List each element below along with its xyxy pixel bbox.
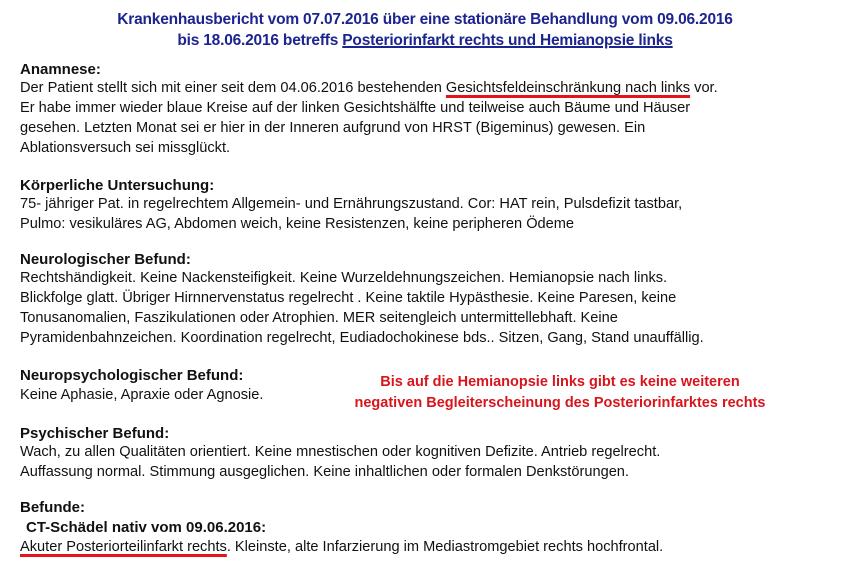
anamnese-line1-prefix: Der Patient stellt sich mit einer seit dem 04.06.2016 bestehenden (20, 80, 446, 96)
koerperliche-untersuchung-line1: 75- jähriger Pat. in regelrechtem Allgemein- und Ernährungszustand. Cor: HAT rein, Pulsdefizit tastbar, (20, 196, 683, 212)
anamnese-highlight: Gesichtsfeldeinschränkung nach links (445, 80, 691, 96)
befunde-line1-suffix: . Kleinste, alte Infarzierung im Mediastromgebiet rechts hochfrontal. (226, 539, 664, 555)
befunde-heading: Befunde: (20, 499, 85, 516)
koerperliche-untersuchung-line2: Pulmo: vesikuläres AG, Abdomen weich, keine Resistenzen, keine peripheren Ödeme (20, 216, 575, 232)
report-title-diagnosis: Posteriorinfarkt rechts und Hemianopsie links (342, 32, 673, 49)
neurologischer-befund-line4: Pyramidenbahnzeichen. Koordination regelrecht, Eudiadochokinese bds.. Sitzen, Gang, Stand unauffällig. (20, 330, 704, 346)
befunde-highlight: Akuter Posteriorteilinfarkt rechts (20, 539, 227, 555)
neuropsychologischer-befund-line1: Keine Aphasie, Apraxie oder Agnosie. (20, 387, 264, 403)
neurologischer-befund-heading: Neurologischer Befund: (20, 251, 191, 268)
report-title-prefix: bis 18.06.2016 betreffs (177, 32, 343, 49)
annotation-line1: Bis auf die Hemianopsie links gibt es keine weiteren (380, 374, 740, 390)
anamnese-heading: Anamnese: (20, 61, 101, 78)
psychischer-befund-heading: Psychischer Befund: (20, 425, 170, 442)
anamnese-line1-suffix: vor. (690, 80, 718, 96)
ct-schaedel-heading: CT-Schädel nativ vom 09.06.2016: (26, 519, 267, 536)
anamnese-line3: gesehen. Letzten Monat sei er hier in der Inneren aufgrund von HRST (Bigeminus) gewesen. Ein (20, 120, 646, 136)
koerperliche-untersuchung-heading: Körperliche Untersuchung: (20, 177, 215, 194)
anamnese-line1 (20, 79, 718, 98)
befunde-line1 (20, 538, 663, 557)
report-title-line2 (0, 31, 850, 51)
anamnese-line4: Ablationsversuch sei missglückt. (20, 140, 231, 156)
neurologischer-befund-line1: Rechtshändigkeit. Keine Nackensteifigkeit. Keine Wurzeldehnungszeichen. Hemianopsie nach links. (20, 270, 668, 286)
psychischer-befund-line2: Auffassung normal. Stimmung ausgeglichen. Keine inhaltlichen oder formalen Denkstörungen. (20, 464, 629, 480)
neuropsychologischer-befund-heading: Neuropsychologischer Befund: (20, 367, 244, 384)
report-title-line1: Krankenhausbericht vom 07.07.2016 über eine stationäre Behandlung vom 09.06.2016 (117, 11, 733, 28)
anamnese-line2: Er habe immer wieder blaue Kreise auf der linken Gesichtshälfte und teilweise auch Bäume und Häuser (20, 100, 691, 116)
neurologischer-befund-line3: Tonusanomalien, Faszikulationen oder Atrophien. MER seitengleich untermittellebhaft. Keine (20, 310, 618, 326)
psychischer-befund-line1: Wach, zu allen Qualitäten orientiert. Keine mnestischen oder kognitiven Defizite. Antrieb regelrecht. (20, 444, 661, 460)
annotation-line2: negativen Begleiterscheinung des Posteriorinfarktes rechts (354, 395, 766, 411)
neurologischer-befund-line2: Blickfolge glatt. Übriger Hirnnervenstatus regelrecht . Keine taktile Hypästhesie. Keine Paresen, keine (20, 290, 677, 306)
